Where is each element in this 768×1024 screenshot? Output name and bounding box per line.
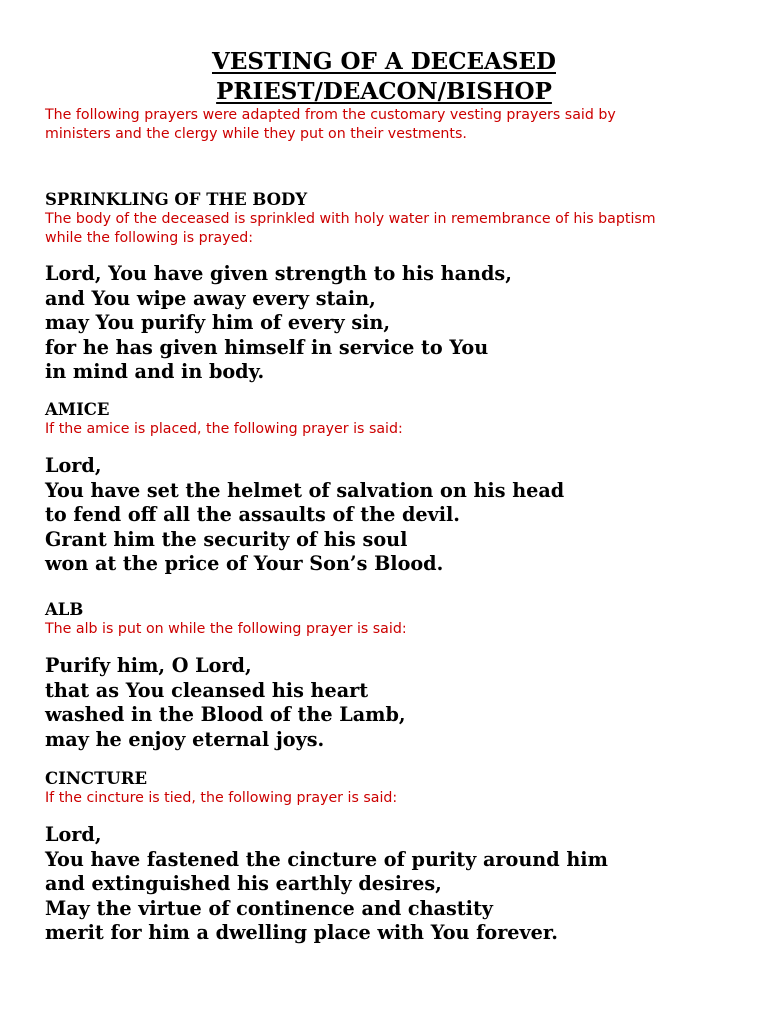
- prayer-line: Purify him, O Lord,: [45, 654, 252, 677]
- prayer-line: Grant him the security of his soul: [45, 527, 408, 551]
- prayer-amice: [45, 454, 564, 577]
- page-title-line-2: PRIEST/DEACON/BISHOP: [216, 78, 552, 105]
- prayer-line: may You purify him of every sin,: [45, 311, 391, 335]
- intro-line-2: ministers and the clergy while they put on their vestments.: [45, 126, 467, 142]
- prayer-line: Lord,: [45, 823, 102, 846]
- rubric-sprinkling-line-1: The body of the deceased is sprinkled with holy water in remembrance of his baptism: [45, 211, 656, 227]
- section-heading-amice: AMICE: [45, 400, 110, 419]
- rubric-sprinkling-line-2: while the following is prayed:: [45, 230, 254, 246]
- rubric-alb-line-1: The alb is put on while the following prayer is said:: [45, 621, 407, 637]
- section-heading-alb: ALB: [45, 600, 84, 619]
- prayer-line: to fend off all the assaults of the devil.: [45, 503, 460, 527]
- prayer-line: and extinguished his earthly desires,: [45, 872, 442, 896]
- prayer-line: May the virtue of continence and chastity: [45, 896, 493, 920]
- prayer-line: may he enjoy eternal joys.: [45, 727, 325, 751]
- prayer-line: washed in the Blood of the Lamb,: [45, 703, 406, 727]
- prayer-line: merit for him a dwelling place with You forever.: [45, 921, 558, 945]
- prayer-line: won at the price of Your Son’s Blood.: [45, 552, 444, 576]
- section-heading-sprinkling: SPRINKLING OF THE BODY: [45, 190, 308, 209]
- prayer-line: and You wipe away every stain,: [45, 286, 376, 310]
- prayer-line: Lord,: [45, 454, 102, 477]
- rubric-cincture-line-1: If the cincture is tied, the following prayer is said:: [45, 790, 398, 806]
- prayer-line: Lord, You have given strength to his hands,: [45, 262, 512, 285]
- rubric-amice-line-1: If the amice is placed, the following prayer is said:: [45, 421, 403, 437]
- section-heading-cincture: CINCTURE: [45, 769, 148, 788]
- intro-line-1: The following prayers were adapted from the customary vesting prayers said by: [45, 107, 616, 123]
- prayer-line: in mind and in body.: [45, 360, 265, 384]
- prayer-line: You have set the helmet of salvation on his head: [45, 478, 565, 502]
- page-title-line-1: VESTING OF A DECEASED: [211, 48, 556, 75]
- prayer-alb: [45, 654, 406, 752]
- prayer-line: for he has given himself in service to You: [45, 335, 489, 359]
- prayer-line: that as You cleansed his heart: [45, 678, 369, 702]
- prayer-cincture: [45, 823, 608, 946]
- prayer-sprinkling: [45, 262, 512, 385]
- prayer-line: You have fastened the cincture of purity around him: [45, 847, 608, 871]
